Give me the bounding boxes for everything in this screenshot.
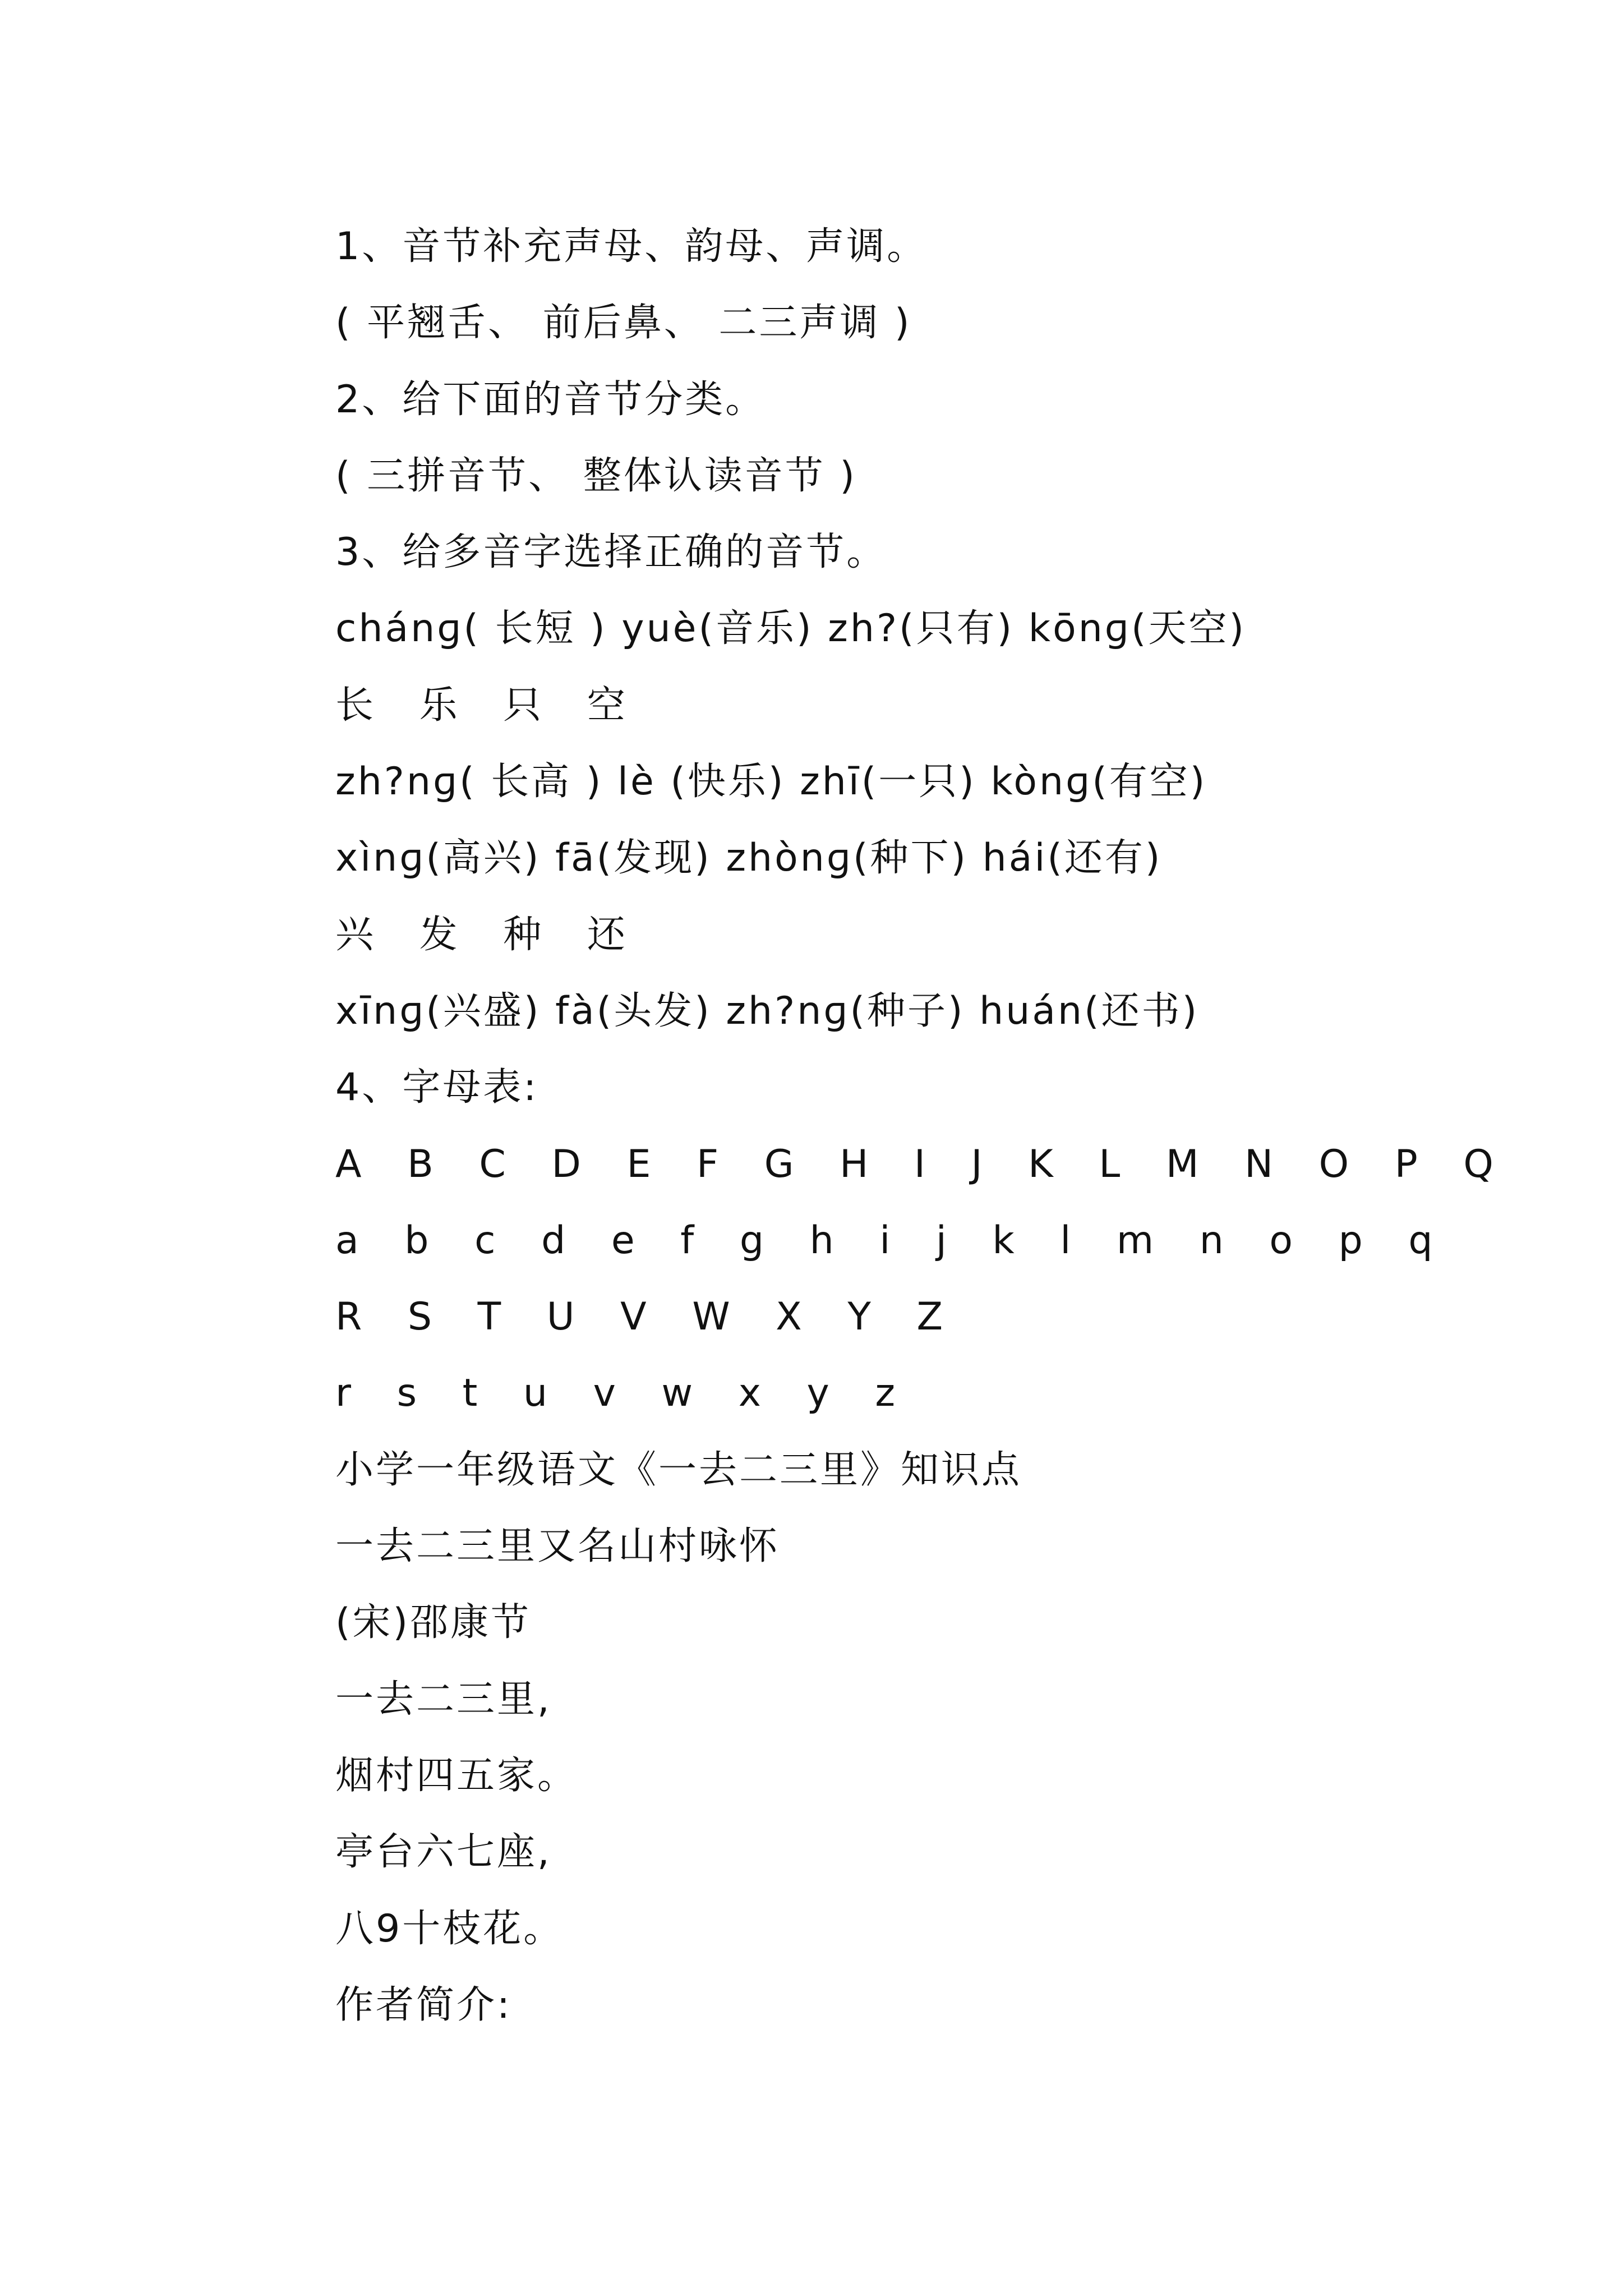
section-title: 小学一年级语文《一去二三里》知识点 — [335, 1447, 1022, 1492]
poem-line-1: 一去二三里, — [335, 1677, 552, 1722]
author-intro-heading: 作者简介: — [335, 1982, 512, 2027]
polyphone-chars-2: 兴 发 种 还 — [335, 912, 642, 957]
alphabet-upper-1: A B C D E F G H I J K L M N O P Q — [335, 1142, 1510, 1186]
heading-item-1: 1、音节补充声母、韵母、声调。 — [335, 224, 928, 269]
poem-line-2: 烟村四五家。 — [335, 1753, 578, 1798]
heading-item-2: 2、给下面的音节分类。 — [335, 377, 766, 422]
heading-item-3: 3、给多音字选择正确的音节。 — [335, 530, 887, 575]
polyphone-chars-1: 长 乐 只 空 — [335, 683, 642, 728]
document-body — [335, 209, 1510, 2044]
poem-line-3: 亭台六七座, — [335, 1830, 552, 1875]
alphabet-lower-1: a b c d e f g h i j k l m n o p q — [335, 1218, 1450, 1263]
heading-item-4: 4、字母表: — [335, 1065, 539, 1110]
polyphone-row-4: xīnɡ(兴盛) fà(头发) zh?nɡ(种子) huán(还书) — [335, 988, 1200, 1033]
poem-title: 一去二三里又名山村咏怀 — [335, 1524, 780, 1569]
item-2-note: ( 三拼音节、 整体认读音节 ) — [335, 453, 857, 498]
poem-line-4: 八9十枝花。 — [335, 1906, 564, 1951]
poem-author: (宋)邵康节 — [335, 1600, 532, 1645]
alphabet-upper-2: R S T U V W X Y Z — [335, 1295, 960, 1340]
alphabet-lower-2: r s t u v w x y z — [335, 1371, 912, 1416]
item-1-note: ( 平翘舌、 前后鼻、 二三声调 ) — [335, 301, 912, 346]
polyphone-row-2: zh?nɡ( 长高 ) lè (快乐) zhī(一只) kònɡ(有空) — [335, 760, 1207, 804]
polyphone-row-3: xìnɡ(高兴) fā(发现) zhònɡ(种下) hái(还有) — [335, 836, 1163, 881]
polyphone-row-1: chánɡ( 长短 ) yuè(音乐) zh?(只有) kōnɡ(天空) — [335, 606, 1247, 651]
